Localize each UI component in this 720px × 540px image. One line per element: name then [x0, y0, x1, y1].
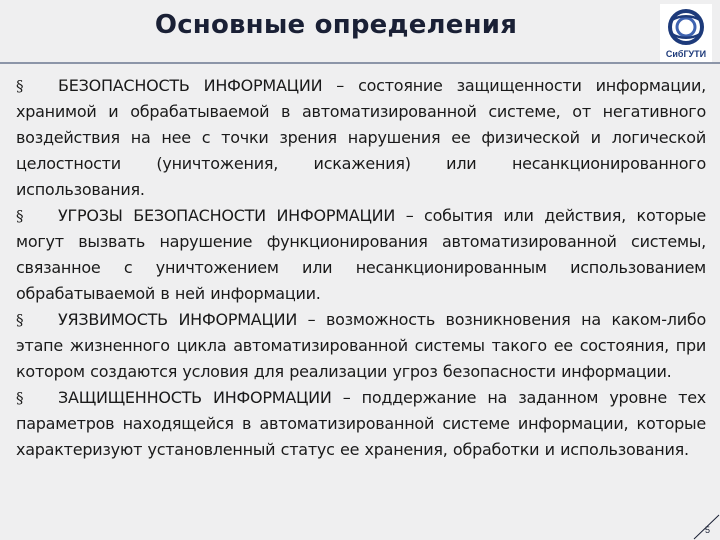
- section-bullet-icon: §: [16, 389, 24, 407]
- page-number-badge: [690, 512, 720, 540]
- definition-item: [16, 385, 706, 463]
- logo-text: СибГУТИ: [665, 49, 707, 59]
- section-bullet-icon: §: [16, 311, 24, 329]
- definitions-list: [16, 73, 706, 463]
- title-divider: [0, 62, 720, 64]
- definition-text: ЗАЩИЩЕННОСТЬ ИНФОРМАЦИИ – поддержание на заданном уровне тех параметров находящейся в автоматизированной системе информации, которые характеризуют установленный статус ее хранения, обработки и использования.: [16, 388, 706, 459]
- section-bullet-icon: §: [16, 77, 24, 95]
- definition-item: [16, 203, 706, 307]
- slide-title: Основные определения: [154, 10, 518, 40]
- definition-text: УЯЗВИМОСТЬ ИНФОРМАЦИИ – возможность возникновения на каком-либо этапе жизненного цикла автоматизированной системы такого ее состояния, при котором создаются условия для реализации угроз безопасности информации.: [16, 310, 706, 381]
- definition-text: УГРОЗЫ БЕЗОПАСНОСТИ ИНФОРМАЦИИ – события или действия, которые могут вызвать нарушение функционирования автоматизированной системы, связанное с уничтожением или несанкционированным использованием обрабатываемой в ней информации.: [16, 206, 706, 303]
- definition-item: [16, 307, 706, 385]
- section-bullet-icon: §: [16, 207, 24, 225]
- logo-emblem-icon: [663, 6, 709, 50]
- definition-text: БЕЗОПАСНОСТЬ ИНФОРМАЦИИ – состояние защищенности информации, хранимой и обрабатываемой в автоматизированной системе, от негативного воздействия на нее с точки зрения нарушения ее физической и логической целостности (уничтожения, искажения) или несанкционированного использования.: [16, 76, 706, 199]
- definition-item: [16, 73, 706, 203]
- page-number: 5: [705, 525, 711, 535]
- university-logo: [660, 4, 712, 62]
